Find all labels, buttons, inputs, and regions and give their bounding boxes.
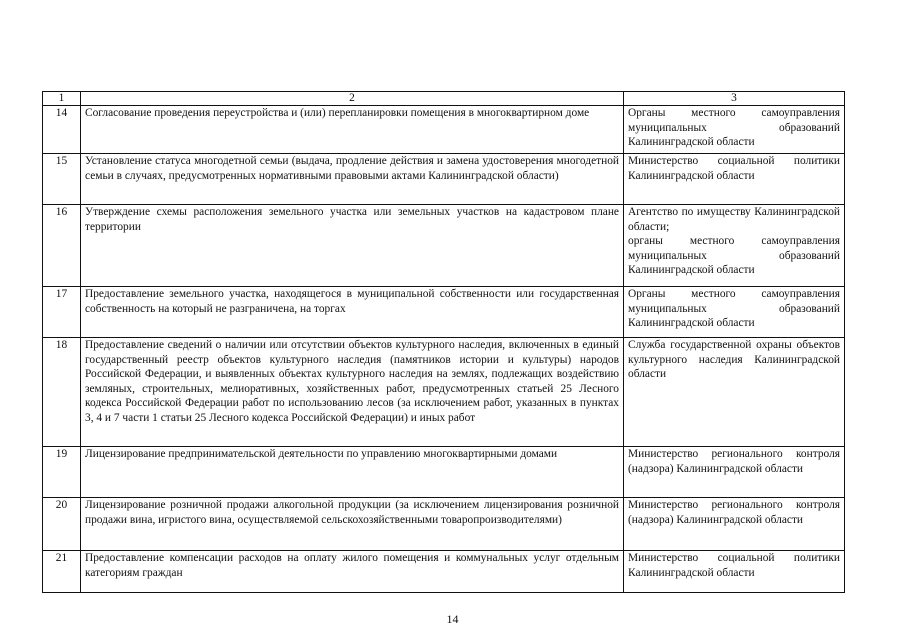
responsible-organization: [624, 287, 845, 338]
column-header-organization: 3: [624, 92, 845, 106]
service-name: Утверждение схемы расположения земельного участка или земельных участков на кадастровом плане территории: [81, 205, 624, 287]
table-row: [43, 287, 845, 338]
table-row: [43, 551, 845, 593]
table-header-row: [43, 92, 845, 106]
row-number: 21: [43, 551, 81, 593]
responsible-organization: [624, 338, 845, 447]
row-number: 18: [43, 338, 81, 447]
organization-line: Агентство по имуществу Калининградской области;: [628, 206, 840, 233]
table-body: [43, 106, 845, 593]
service-name: Предоставление сведений о наличии или отсутствии объектов культурного наследия, включенных в единый государственный реестр объектов культурного наследия (памятников истории и культуры) народов Российской Федерации, и выявленных объектах культурного наследия на землях, подлежащих воздействию земляных, строительных, мелиоративных, хозяйственных работ, предусмотренных статьей 25 Лесного кодекса Российской Федерации работ по использованию лесов (за исключением работ, указанных в пунктах 3, 4 и 7 части 1 статьи 25 Лесного кодекса Российской Федерации) и иных работ: [81, 338, 624, 447]
responsible-organization: [624, 551, 845, 593]
column-header-number: 1: [43, 92, 81, 106]
page-number: 14: [446, 612, 459, 626]
table-row: [43, 338, 845, 447]
service-name: Установление статуса многодетной семьи (выдача, продление действия и замена удостоверения многодетной семьи в случаях, предусмотренных нормативными правовыми актами Калининградской области): [81, 154, 624, 205]
table-row: [43, 154, 845, 205]
table-row: [43, 447, 845, 498]
column-header-service: 2: [81, 92, 624, 106]
responsible-organization: [624, 498, 845, 551]
service-name: Предоставление земельного участка, находящегося в муниципальной собственности или государственная собственность на который не разграничена, на торгах: [81, 287, 624, 338]
row-number: 19: [43, 447, 81, 498]
organization-line: Министерство социальной политики Калининградской области: [628, 552, 840, 579]
organization-line: Органы местного самоуправления муниципальных образований Калининградской области: [628, 288, 840, 330]
table-row: [43, 498, 845, 551]
table-row: [43, 106, 845, 154]
row-number: 16: [43, 205, 81, 287]
service-name: Предоставление компенсации расходов на оплату жилого помещения и коммунальных услуг отдельным категориям граждан: [81, 551, 624, 593]
responsible-organization: [624, 447, 845, 498]
service-name: Согласование проведения переустройства и (или) перепланировки помещения в многоквартирном доме: [81, 106, 624, 154]
organization-line: Министерство регионального контроля (надзора) Калининградской области: [628, 448, 840, 475]
organization-line: Министерство социальной политики Калининградской области: [628, 155, 840, 182]
row-number: 14: [43, 106, 81, 154]
table-row: [43, 205, 845, 287]
responsible-organization: [624, 106, 845, 154]
row-number: 17: [43, 287, 81, 338]
organization-line: органы местного самоуправления муниципальных образований Калининградской области: [628, 235, 840, 277]
organization-line: Министерство регионального контроля (надзора) Калининградской области: [628, 499, 840, 526]
service-name: Лицензирование розничной продажи алкогольной продукции (за исключением лицензирования розничной продажи вина, игристого вина, осуществляемой сельскохозяйственными товаропроизводителями): [81, 498, 624, 551]
row-number: 15: [43, 154, 81, 205]
service-name: Лицензирование предпринимательской деятельности по управлению многоквартирными домами: [81, 447, 624, 498]
responsible-organization: [624, 205, 845, 287]
row-number: 20: [43, 498, 81, 551]
services-table: [42, 91, 845, 593]
responsible-organization: [624, 154, 845, 205]
organization-line: Органы местного самоуправления муниципальных образований Калининградской области: [628, 107, 840, 149]
organization-line: Служба государственной охраны объектов культурного наследия Калининградской области: [628, 339, 840, 381]
